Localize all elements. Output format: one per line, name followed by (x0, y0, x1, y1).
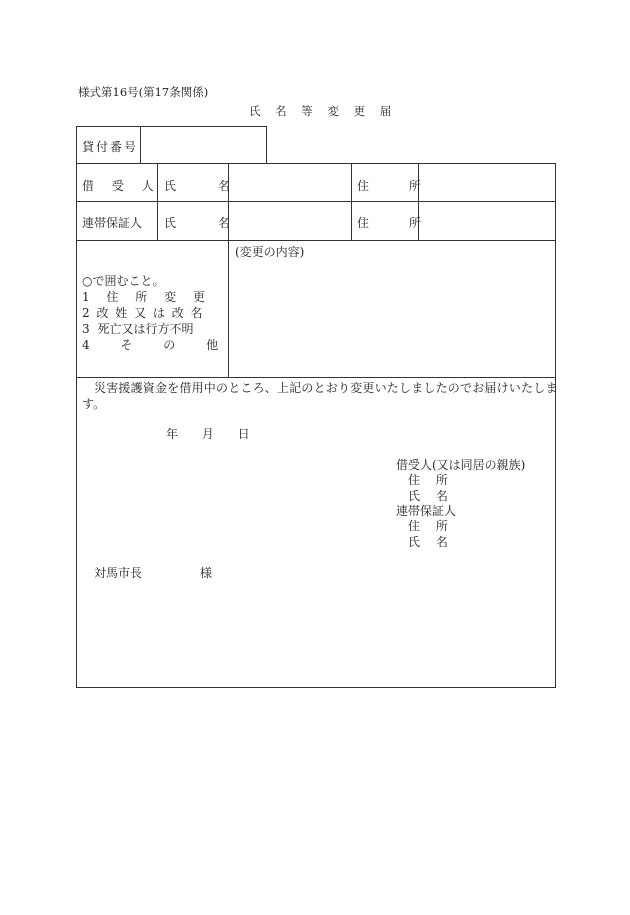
recipient: 対馬市長 (94, 566, 143, 580)
form-title: 氏 名 等 変 更 届 (249, 104, 392, 118)
change-instruction: ○で囲むこと。 (82, 274, 165, 288)
borrower-address-label: 住 所 (357, 179, 421, 193)
change-option-name[interactable]: 2 改 姓 又 は 改 名 (82, 306, 203, 320)
guarantor-label: 連帯保証人 (82, 216, 143, 230)
signer-borrower-address: 住 所 (408, 473, 448, 487)
guarantor-address-field[interactable] (419, 203, 554, 239)
borrower-address-field[interactable] (419, 165, 554, 200)
guarantor-name-label: 氏 名 (164, 216, 230, 230)
recipient-honorific: 様 (200, 566, 213, 580)
declaration-text-line1: 災害援護資金を借用中のところ、上記のとおり変更いたしましたのでお届けいたしま (94, 381, 558, 395)
borrower-name-label: 氏 名 (164, 179, 230, 193)
declaration-text-line2: す。 (82, 397, 106, 411)
change-option-address[interactable]: 1 住 所 変 更 (82, 290, 205, 304)
change-option-other[interactable]: 4 そ の 他 (82, 338, 219, 352)
change-content-label: (変更の内容) (235, 245, 305, 259)
loan-number-label: 貸付番号 (82, 140, 139, 154)
declaration-date: 年 月 日 (166, 427, 250, 441)
guarantor-name-field[interactable] (229, 203, 350, 239)
borrower-label: 借 受 人 (82, 179, 154, 193)
borrower-name-field[interactable] (229, 165, 350, 200)
change-content-field[interactable] (229, 258, 554, 376)
change-option-death-missing[interactable]: 3 死亡又は行方不明 (82, 322, 194, 336)
signer-borrower-name: 氏 名 (408, 489, 448, 503)
form-reference: 様式第16号(第17条関係) (78, 85, 209, 99)
guarantor-address-label: 住 所 (357, 216, 421, 230)
main-form-frame (76, 163, 556, 688)
signer-borrower-label: 借受人(又は同居の親族) (396, 458, 526, 472)
signer-guarantor-address: 住 所 (408, 519, 448, 533)
signer-guarantor-name: 氏 名 (408, 535, 448, 549)
signer-guarantor-label: 連帯保証人 (396, 504, 457, 518)
